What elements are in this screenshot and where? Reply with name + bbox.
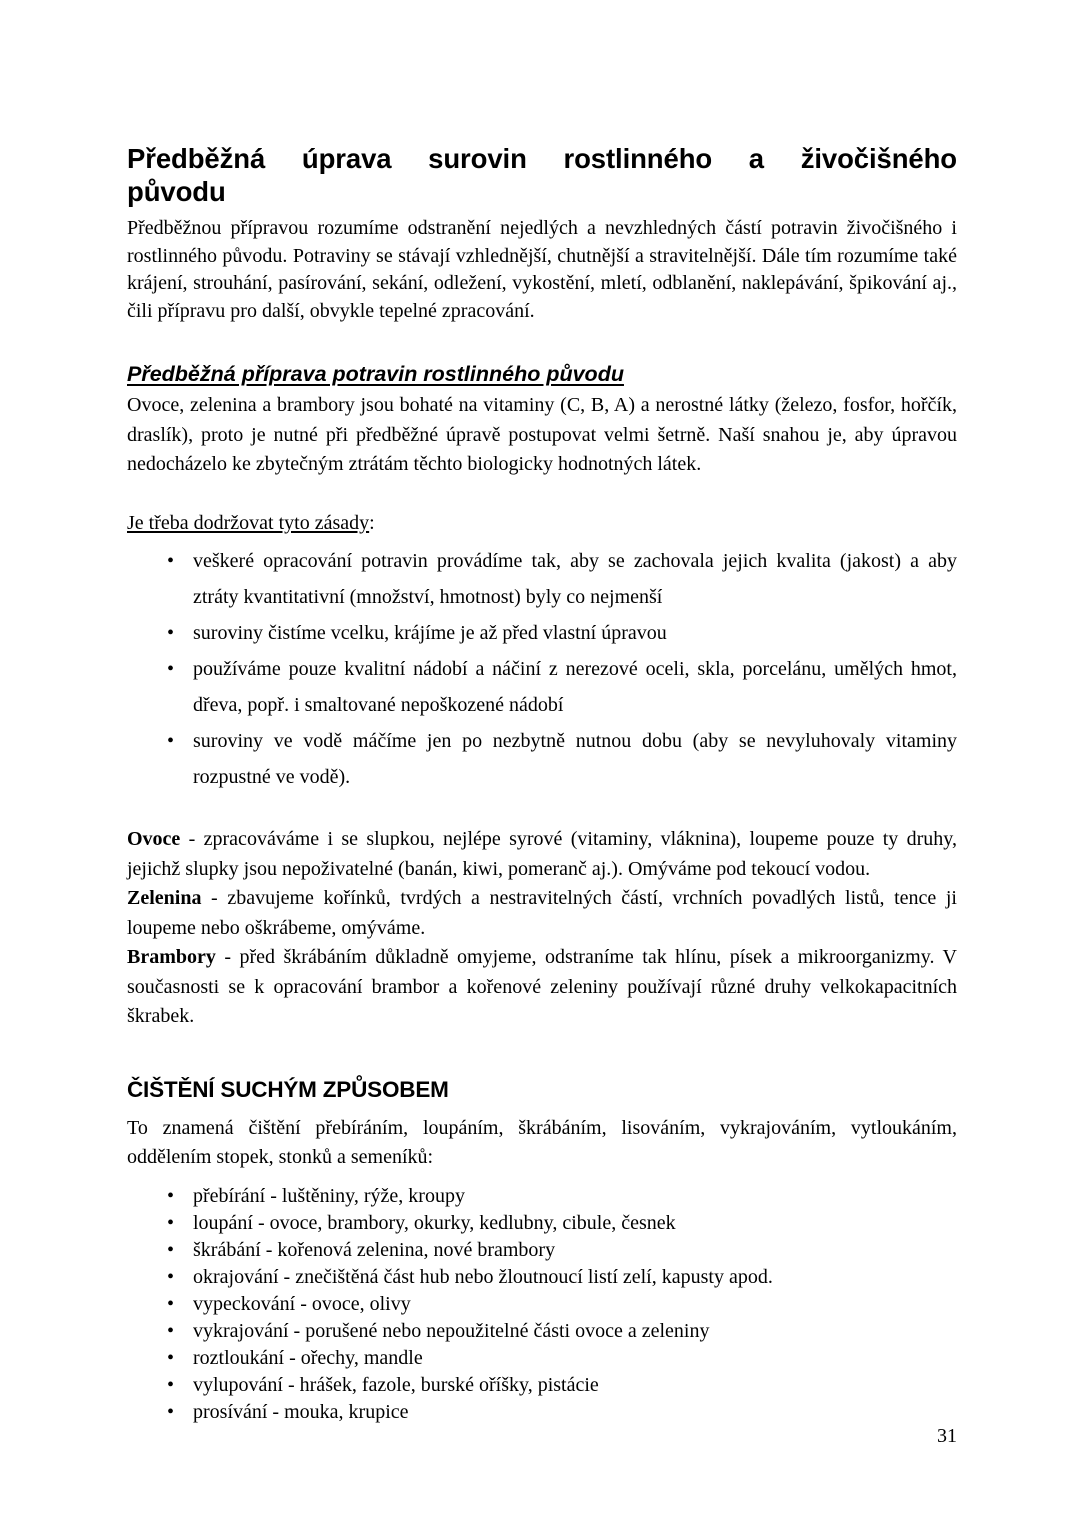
rules-intro-colon: :: [369, 511, 375, 534]
list-item-text: okrajování - znečištěná část hub nebo žloutnoucí listí zelí, kapusty apod.: [193, 1265, 773, 1288]
rules-list: [127, 543, 957, 795]
bullet-icon: •: [167, 1319, 175, 1342]
page-title-line-1: Předběžná úprava surovin rostlinného a živočišného: [127, 143, 957, 174]
section-dry-heading: ČIŠTĚNÍ SUCHÝM ZPŮSOBEM: [127, 1076, 449, 1102]
item-paragraph-zelenina: [127, 884, 957, 943]
list-item-text: suroviny čistíme vcelku, krájíme je až před vlastní úpravou: [193, 622, 667, 644]
bullet-icon: •: [167, 1373, 175, 1396]
list-item: [127, 615, 957, 651]
list-item-text: používáme pouze kvalitní nádobí a náčiní z nerezové oceli, skla, porcelánu, umělých hmot, dřeva, popř. i smaltované nepoškozené nádobí: [193, 658, 957, 716]
bullet-icon: •: [167, 1184, 175, 1207]
item-paragraph-brambory: [127, 943, 957, 1032]
list-item-text: prosívání - mouka, krupice: [193, 1400, 409, 1423]
bullet-icon: •: [167, 1346, 175, 1369]
list-item-text: loupání - ovoce, brambory, okurky, kedlubny, cibule, česnek: [193, 1211, 676, 1234]
list-item-text: suroviny ve vodě máčíme jen po nezbytně nutnou dobu (aby se nevyluhovaly vitaminy rozpustné ve vodě).: [193, 730, 957, 788]
bullet-icon: •: [167, 1292, 175, 1315]
list-item-text: přebírání - luštěniny, rýže, kroupy: [193, 1184, 465, 1207]
list-item-text: veškeré opracování potravin provádíme tak, aby se zachovala jejich kvalita (jakost) a aby ztráty kvantitativní (množství, hmotnost) byly co nejmenší: [193, 550, 957, 608]
list-item: [127, 1183, 957, 1210]
list-item-text: vypeckování - ovoce, olivy: [193, 1292, 411, 1315]
page-title: [127, 142, 957, 208]
section-plant-heading: Předběžná příprava potravin rostlinného původu: [127, 362, 624, 386]
section-plant-heading-wrap: [127, 361, 957, 387]
list-item: [127, 1345, 957, 1372]
item-text-ovoce: - zpracováváme i se slupkou, nejlépe syrové (vitaminy, vláknina), loupeme pouze ty druhy, jejichž slupky jsou nepoživatelné (banán, kiwi, pomeranč aj.). Omýváme pod tekoucí vodou.: [127, 828, 957, 880]
list-item: [127, 723, 957, 795]
methods-list: [127, 1183, 957, 1426]
list-item: [127, 543, 957, 615]
bullet-icon: •: [167, 1400, 175, 1423]
page-title-line-2: původu: [127, 176, 226, 207]
intro-paragraph: Předběžnou přípravou rozumíme odstranění nejedlých a nevzhledných částí potravin živočišného i rostlinného původu. Potraviny se stávají vzhlednější, chutnější a stravitelnější. Dále tím rozumíme také krájení, strouhání, pasírování, sekání, odležení, vykostění, mletí, odblanění, naklepávání, špikování aj., čili přípravu pro další, obvykle tepelné zpracování.: [127, 217, 957, 322]
bullet-icon: •: [167, 1238, 175, 1261]
section-plant-paragraph: Ovoce, zelenina a brambory jsou bohaté na vitaminy (C, B, A) a nerostné látky (železo, fosfor, hořčík, draslík), proto je nutné při předběžné úpravě postupovat velmi šetrně. Naší snahou je, aby úpravou nedocházelo ke zbytečným ztrátám těchto biologicky hodnotných látek.: [127, 394, 957, 475]
list-item-text: škrábání - kořenová zelenina, nové brambory: [193, 1238, 556, 1261]
list-item-text: vykrajování - porušené nebo nepoužitelné části ovoce a zeleniny: [193, 1319, 710, 1342]
bullet-icon: •: [167, 730, 175, 752]
list-item: [127, 1237, 957, 1264]
bullet-icon: •: [167, 1265, 175, 1288]
bullet-icon: •: [167, 1211, 175, 1234]
list-item: [127, 651, 957, 723]
list-item: [127, 1372, 957, 1399]
list-item: [127, 1399, 957, 1426]
item-lead-zelenina: Zelenina: [127, 887, 202, 909]
item-text-zelenina: - zbavujeme kořínků, tvrdých a nestravitelných částí, vrchních povadlých listů, tence ji loupeme nebo oškrábeme, omýváme.: [127, 887, 957, 939]
item-text-brambory: - před škrábáním důkladně omyjeme, odstraníme tak hlínu, písek a mikroorganizmy. V současnosti se k opracování brambor a kořenové zeleniny používají různé druhy velkokapacitních škrabek.: [127, 946, 957, 1027]
list-item-text: vylupování - hrášek, fazole, burské oříšky, pistácie: [193, 1373, 599, 1396]
list-item: [127, 1318, 957, 1345]
rules-intro-underlined: Je třeba dodržovat tyto zásady: [127, 511, 370, 534]
list-item-text: roztloukání - ořechy, mandle: [193, 1346, 423, 1369]
list-item: [127, 1210, 957, 1237]
page-number: 31: [937, 1425, 957, 1447]
bullet-icon: •: [167, 658, 175, 680]
list-item: [127, 1264, 957, 1291]
rules-intro: [127, 510, 957, 538]
bullet-icon: •: [167, 622, 175, 644]
list-item: [127, 1291, 957, 1318]
item-lead-brambory: Brambory: [127, 946, 216, 968]
item-lead-ovoce: Ovoce: [127, 828, 181, 850]
page-content: [127, 142, 957, 1426]
section-dry-paragraph: To znamená čištění přebíráním, loupáním, škrábáním, lisováním, vykrajováním, vytloukáním, oddělením stopek, stonků a semeníků:: [127, 1116, 957, 1168]
item-paragraph-ovoce: [127, 825, 957, 884]
bullet-icon: •: [167, 550, 175, 572]
